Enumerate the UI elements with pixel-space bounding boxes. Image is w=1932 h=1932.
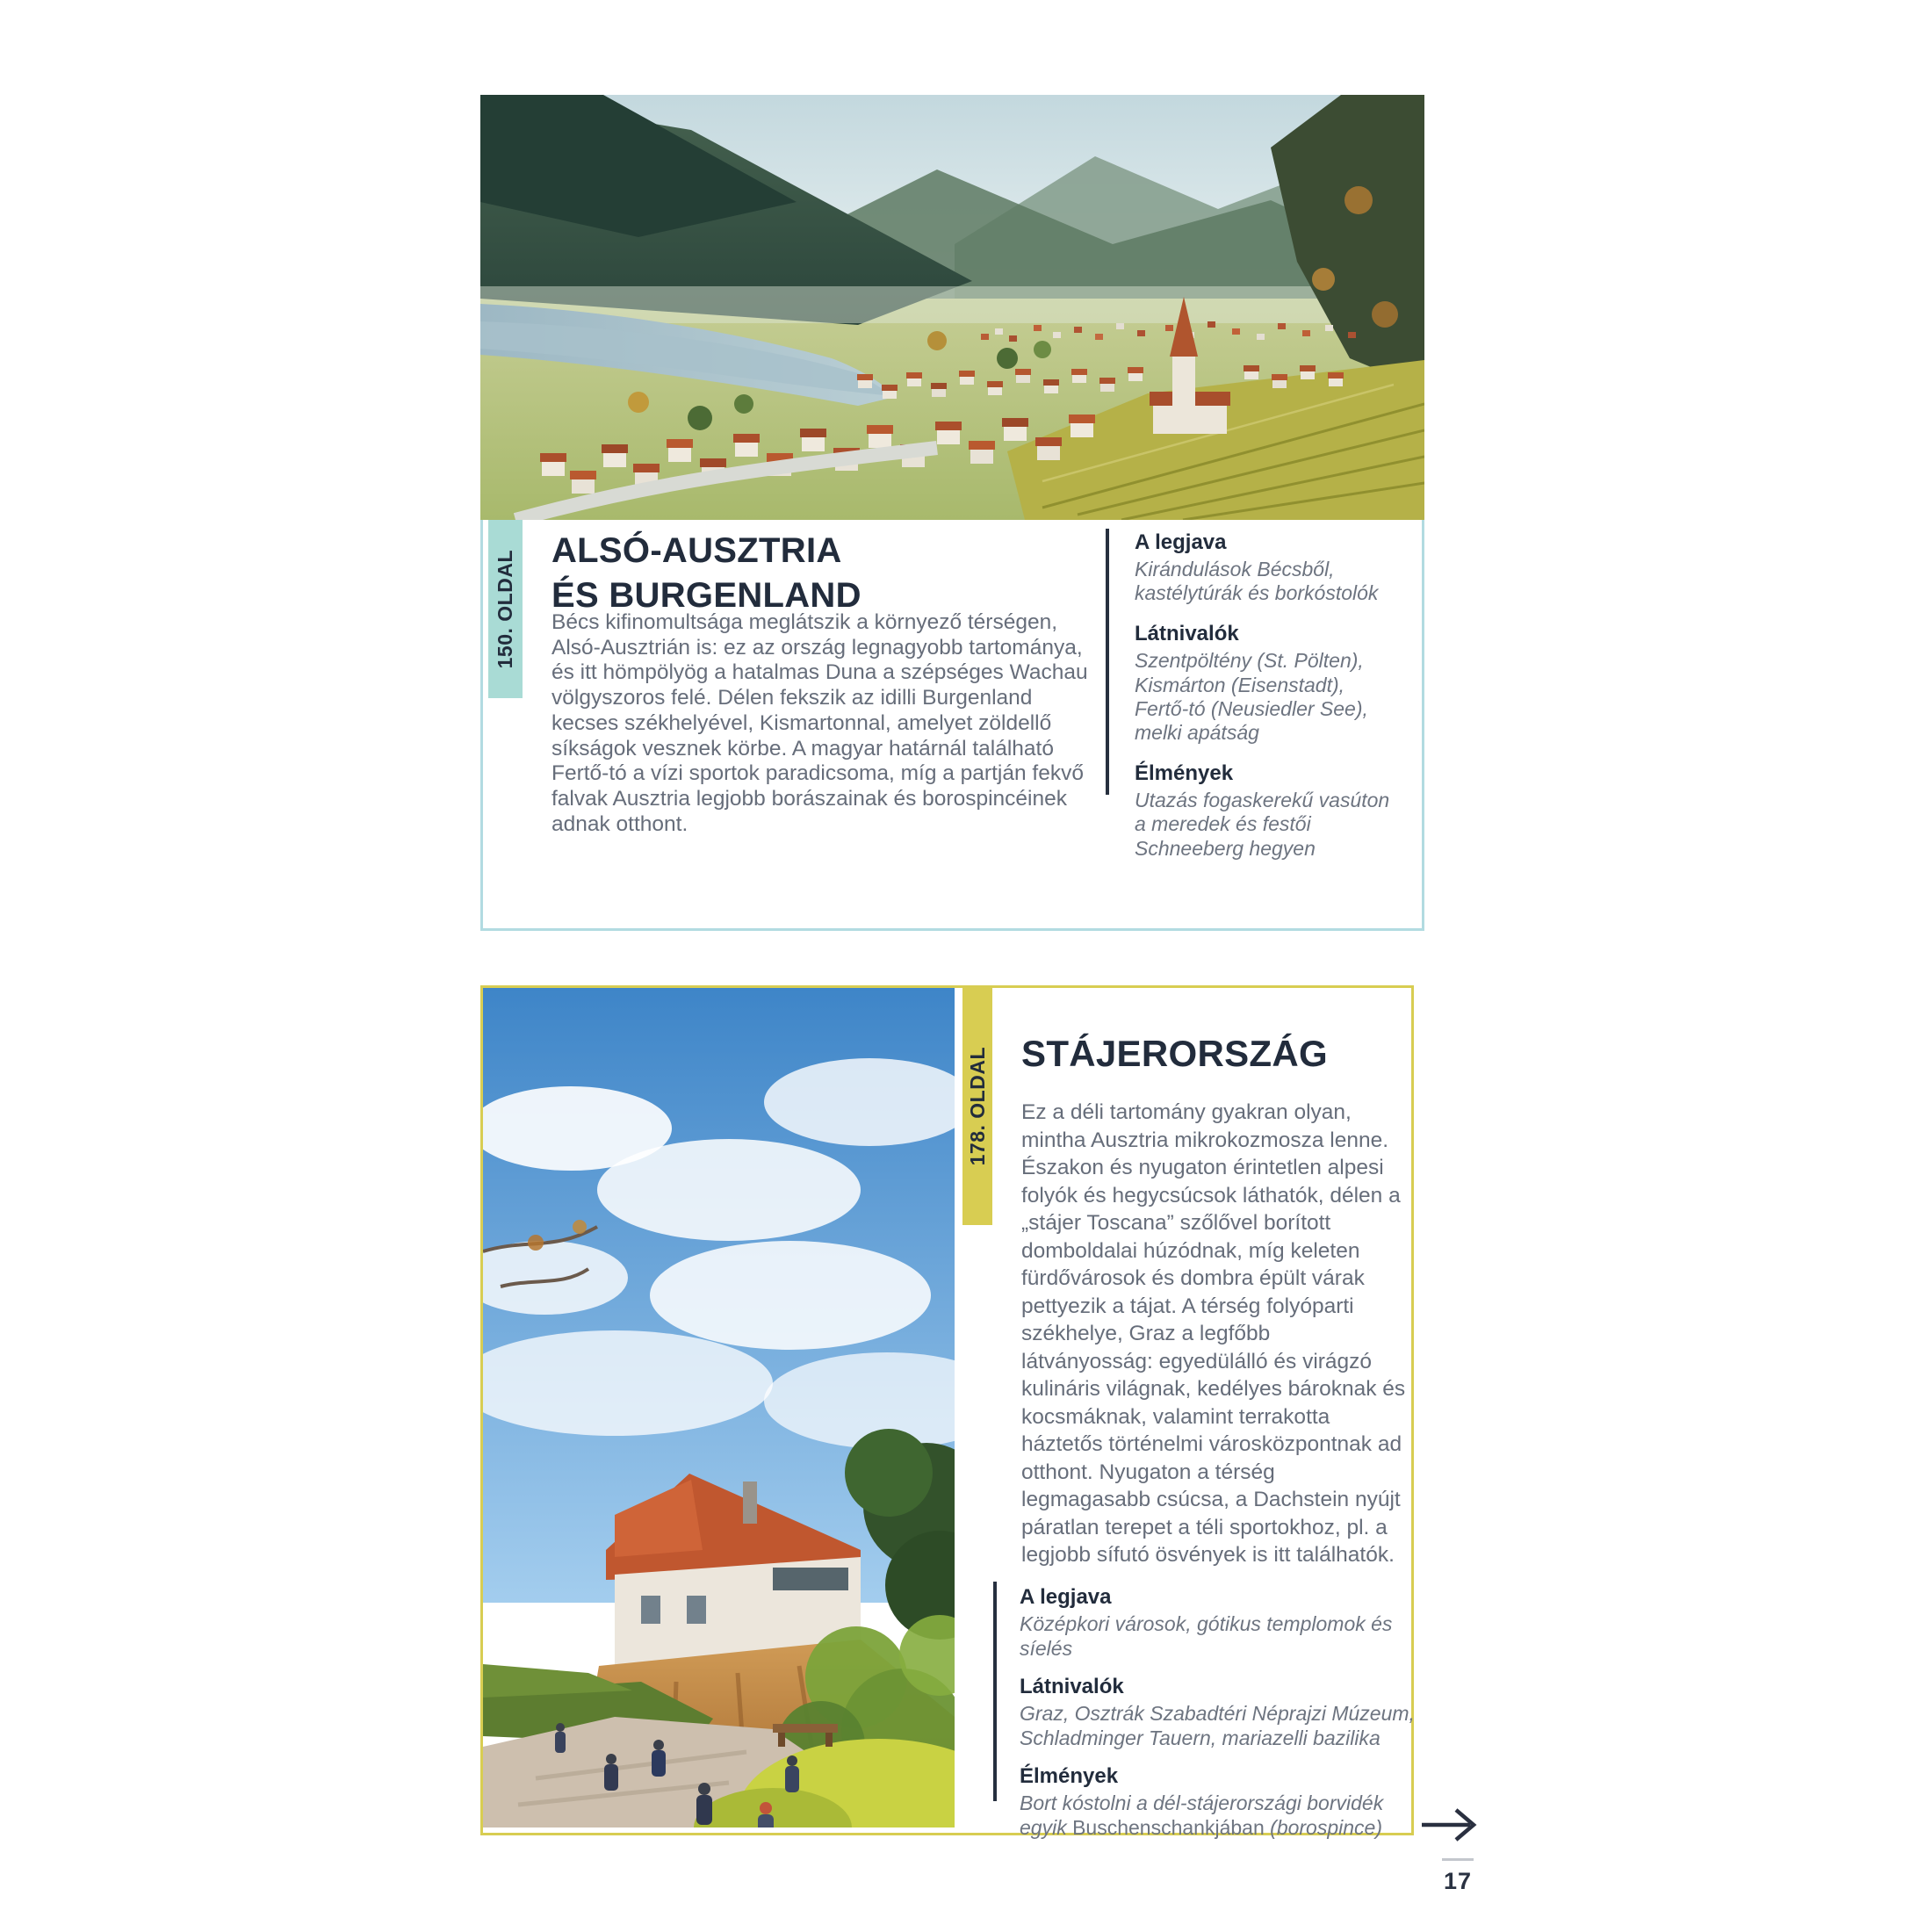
highlight-experiences (1135, 761, 1402, 861)
next-page-arrow-icon (1419, 1806, 1482, 1844)
region-title (551, 529, 861, 618)
region-card-lower-austria (480, 95, 1424, 931)
highlight-best-of (1135, 530, 1402, 605)
highlight-label: Élmények (1135, 761, 1234, 786)
highlight-text-italic: Bort kóstolni a dél-stájerországi borvidék egyik (1020, 1791, 1384, 1839)
region-description: Bécs kifinomultsága meglátszik a környező térségen, Alsó-Ausztrián is: ez az ország legnagyobb tartománya, és itt hömpölyög a hatalmas Duna a szépséges Wachau völgyszoros felé. Délen fekszik az idilli Burgenland kecses székhelyével, Kismartonnal, amelyet zöldellő síkságok vesznek körbe. A magyar határnál található Fertő-tó a vízi sportok paradicsoma, míg a partján fekvő falvak Ausztria legjobb borászainak és borospincéinek adnak otthont. (551, 610, 1088, 836)
highlight-best-of (1020, 1585, 1415, 1661)
graz-schlossberg-photo (483, 988, 955, 1827)
page-number: 17 (1443, 1868, 1473, 1894)
region-title-line1: ALSÓ-AUSZTRIA (551, 531, 842, 570)
highlight-text: Szentpöltény (St. Pölten), Kismárton (Eisenstadt), Fertő-tó (Neusiedler See), melki apátság (1135, 649, 1368, 745)
highlight-label: Látnivalók (1020, 1675, 1124, 1698)
highlight-label: Látnivalók (1135, 622, 1239, 646)
highlight-text: Középkori városok, gótikus templomok és síelés (1020, 1612, 1393, 1660)
wachau-valley-illustration (480, 95, 1424, 520)
card-content (480, 520, 1424, 931)
highlight-label: Élmények (1020, 1764, 1119, 1788)
highlight-experiences (1020, 1764, 1415, 1840)
highlight-text-roman: Buschenschankjában (1072, 1815, 1271, 1839)
divider (1106, 529, 1109, 795)
page-ref-strip (488, 520, 523, 698)
highlight-text (1020, 1791, 1415, 1840)
page-ref-label: 178. OLDAL (965, 1047, 989, 1166)
highlight-label: A legjava (1020, 1585, 1112, 1609)
highlight-sights (1020, 1675, 1415, 1750)
highlight-text-italic: (borospince) (1270, 1815, 1382, 1839)
highlight-sights (1135, 622, 1402, 745)
region-title: STÁJERORSZÁG (1021, 1033, 1328, 1074)
page-ref-label: 150. OLDAL (494, 549, 516, 669)
highlight-text: Kirándulások Bécsből, kastélytúrák és borkóstolók (1135, 558, 1379, 605)
region-card-styria (480, 985, 1415, 1839)
region-title-line2: ÉS BURGENLAND (551, 576, 861, 615)
graz-castle-illustration (483, 988, 955, 1827)
highlight-text: Graz, Osztrák Szabadtéri Néprajzi Múzeum, Schladminger Tauern, mariazelli bazilika (1020, 1702, 1415, 1749)
folio-rule (1442, 1858, 1474, 1861)
region-description: Ez a déli tartomány gyakran olyan, mintha Ausztria mikrokozmosza lenne. Északon és nyugaton érintetlen alpesi folyók és hegycsúcsok láthatók, délen a „stájer Toscana” szőlővel borított domboldalai húzódnak, míg keleten fürdővárosok és dombra épült várak pettyezik a tájat. A térség folyóparti székhelye, Graz a legfőbb látványosság: egyedülálló és virágzó kulináris világnak, kedélyes bároknak és kocsmáknak, valamint terrakotta háztetős történelmi városközpontnak ad otthont. Nyugaton a térség legmagasabb csúcsa, a Dachstein nyújt páratlan terepet a téli sportokhoz, pl. a legjobb sífutó ösvények is itt találhatók. (1021, 1100, 1406, 1567)
highlight-text: Utazás fogaskerekű vasúton a meredek és festői Schneeberg hegyen (1135, 789, 1390, 860)
highlight-label: A legjava (1135, 530, 1227, 554)
wachau-valley-photo (480, 95, 1424, 520)
highlights-column (1020, 1585, 1415, 1854)
divider (993, 1582, 997, 1801)
page-number-block (1437, 1858, 1479, 1895)
highlights-column (1135, 530, 1402, 877)
page-ref-strip (962, 988, 992, 1225)
